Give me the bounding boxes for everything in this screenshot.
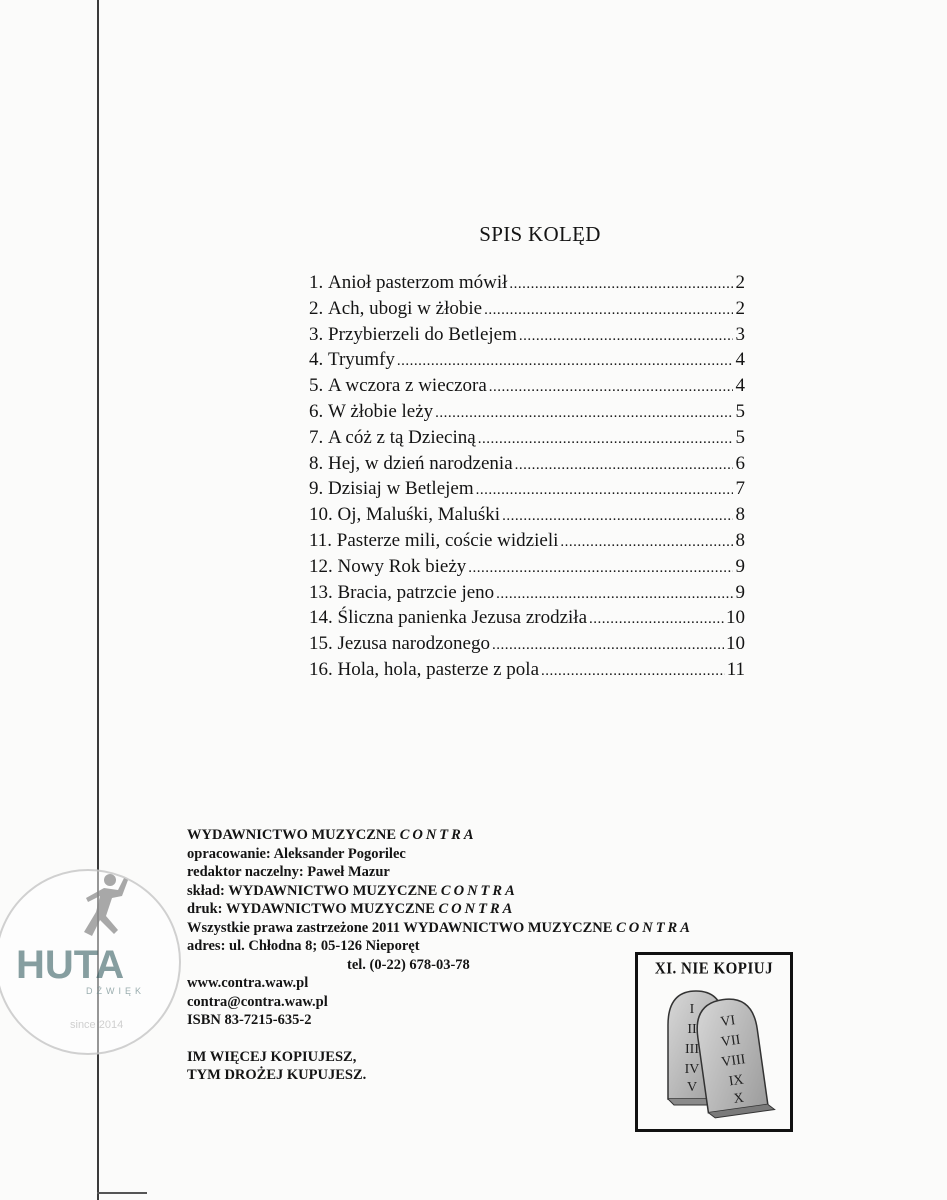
toc-entry-number: 8. [309, 452, 328, 474]
slogan-line-2: TYM DROŻEJ KUPUJESZ. [187, 1067, 367, 1083]
toc-entry-title: A wczora z wieczora [328, 375, 487, 397]
toc-entry-page: 2 [735, 272, 745, 293]
toc-entry-number: 10. [309, 504, 338, 526]
toc-entry [309, 476, 745, 502]
toc-entry-title: W żłobie leży [328, 400, 434, 422]
toc-entry-page: 11 [726, 658, 745, 680]
toc-entry [309, 451, 745, 477]
toc-entry [309, 373, 745, 399]
toc-entry [309, 399, 745, 425]
toc-entry-title: A cóż z tą Dzieciną [328, 426, 476, 448]
toc-entry-number: 16. [309, 658, 338, 680]
toc-entry [309, 657, 745, 683]
toc-entry [309, 554, 745, 580]
toc-entry-number: 2. [309, 297, 328, 319]
toc-entry-number: 4. [309, 349, 328, 371]
toc-entry-title: Przybierzeli do Betlejem [328, 323, 517, 345]
toc-entry [309, 296, 745, 322]
toc-entry-number: 1. [309, 272, 328, 293]
toc-leader-dots [478, 425, 733, 453]
toc-entry-page: 10 [726, 633, 745, 655]
address-line: adres: ul. Chłodna 8; 05-126 Nieporęt [187, 938, 420, 954]
toc-entry-title: Ach, ubogi w żłobie [328, 297, 483, 319]
toc-leader-dots [492, 631, 724, 659]
publisher-line [187, 826, 807, 845]
toc-leader-dots [509, 270, 733, 298]
roman-numeral: IV [684, 1062, 700, 1077]
no-copy-stamp [635, 952, 793, 1132]
toc-entry-page: 8 [735, 529, 745, 551]
publisher-name: WYDAWNICTWO MUZYCZNE [187, 827, 397, 843]
toc-entry-title: Anioł pasterzom mówił [328, 272, 508, 293]
toc-leader-dots [435, 399, 733, 427]
toc-leader-dots [519, 322, 733, 350]
toc-entry [309, 347, 745, 373]
commandment-tablets-icon [652, 985, 780, 1125]
stamp-label: XI. NIE KOPIUJ [654, 959, 774, 979]
toc-entry-page: 3 [735, 323, 745, 345]
toc-entry-title: Hola, hola, pasterze z pola [337, 658, 540, 680]
toc-entry-page: 4 [735, 349, 745, 371]
toc-entry [309, 528, 745, 554]
toc-entry [309, 580, 745, 606]
toc-entry-title: Śliczna panienka Jezusa zrodziła [337, 607, 588, 629]
toc-leader-dots [489, 373, 733, 401]
toc-leader-dots [515, 451, 733, 479]
toc-entry-number: 7. [309, 426, 328, 448]
toc-leader-dots [496, 580, 733, 608]
toc-entry-number: 12. [309, 555, 338, 577]
toc-entry-number: 3. [309, 323, 328, 345]
toc-entry-page: 5 [735, 426, 745, 448]
toc-entry-page: 10 [726, 607, 745, 629]
toc-entry-number: 13. [309, 581, 338, 603]
rights-text: Wszystkie prawa zastrzeżone 2011 WYDAWNICTWO MUZYCZNE [187, 919, 613, 936]
toc-entry-page: 6 [735, 452, 745, 474]
toc-entry-title: Pasterze mili, coście widzieli [336, 529, 559, 551]
toc-leader-dots [589, 605, 724, 633]
toc-entry-title: Hej, w dzień narodzenia [328, 452, 513, 474]
typesetting-line [187, 882, 807, 901]
toc-entry-title: Tryumfy [328, 349, 395, 371]
brand-name: CONTRA [616, 919, 693, 936]
slogan-line-1: IM WIĘCEJ KOPIUJESZ, [187, 1048, 357, 1065]
roman-numeral: III [685, 1042, 699, 1057]
roman-numeral: I [689, 1002, 695, 1017]
toc-entry-title: Dzisiaj w Betlejem [328, 478, 474, 500]
isbn-line: ISBN 83-7215-635-2 [187, 1012, 312, 1028]
roman-numeral: V [686, 1080, 698, 1095]
email-link: contra@contra.waw.pl [187, 993, 328, 1010]
toc-entry-number: 5. [309, 375, 328, 397]
watermark-since: since 2014 [70, 1019, 124, 1031]
arrangement-line: opracowanie: Aleksander Pogorilec [187, 845, 406, 862]
toc-entry-title: Bracia, patrzcie jeno [337, 581, 495, 603]
toc-entry-number: 9. [309, 478, 328, 500]
toc-entry-number: 11. [309, 529, 337, 551]
brand-name: CONTRA [399, 827, 477, 843]
huta-watermark-logo [0, 850, 200, 1070]
roman-numeral: VI [719, 1013, 737, 1031]
toc-list [309, 270, 745, 683]
typesetting-text: skład: WYDAWNICTWO MUZYCZNE [187, 882, 438, 899]
toc-leader-dots [397, 347, 733, 375]
toc-entry-page: 9 [735, 581, 745, 603]
toc-entry-title: Oj, Maluśki, Maluśki [337, 504, 501, 526]
toc-entry [309, 322, 745, 348]
watermark-tagline: DŹWIĘK [86, 986, 145, 996]
toc-entry-page: 9 [735, 555, 745, 577]
roman-numeral: VII [720, 1032, 742, 1051]
toc-entry-number: 6. [309, 400, 328, 422]
toc-leader-dots [476, 476, 733, 504]
toc-entry [309, 425, 745, 451]
toc-entry-title: Nowy Rok bieży [337, 555, 467, 577]
toc-leader-dots [468, 554, 733, 582]
toc-leader-dots [541, 657, 725, 685]
editor-line: redaktor naczelny: Paweł Mazur [187, 864, 390, 880]
toc-entry-page: 7 [735, 478, 745, 500]
print-line [187, 900, 807, 919]
toc-entry [309, 605, 745, 631]
toc-entry [309, 502, 745, 528]
toc-entry [309, 631, 745, 657]
rights-line [187, 919, 807, 938]
roman-numeral: IX [727, 1072, 745, 1090]
toc-leader-dots [560, 528, 733, 556]
website-link: www.contra.waw.pl [187, 975, 309, 991]
toc-entry-page: 5 [735, 400, 745, 422]
roman-numeral: X [732, 1090, 745, 1108]
toc-entry-number: 14. [309, 607, 338, 629]
print-text: druk: WYDAWNICTWO MUZYCZNE [187, 901, 435, 917]
toc-entry [309, 270, 745, 296]
toc-entry-page: 8 [735, 504, 745, 526]
toc-title: SPIS KOLĘD [479, 222, 601, 246]
toc-entry-page: 4 [735, 375, 745, 397]
page-corner-mark [97, 1192, 147, 1194]
toc-entry-number: 15. [309, 633, 338, 655]
brand-name: CONTRA [438, 901, 516, 917]
phone-line: tel. (0-22) 678-03-78 [347, 956, 470, 973]
roman-numeral: II [687, 1022, 697, 1037]
toc-leader-dots [502, 502, 733, 530]
toc-entry-page: 2 [735, 297, 745, 319]
brand-name: CONTRA [440, 882, 518, 899]
toc-entry-title: Jezusa narodzonego [337, 633, 490, 655]
toc-leader-dots [484, 296, 733, 324]
roman-numeral: VIII [720, 1052, 747, 1071]
watermark-logo-text: HUTA [16, 943, 125, 987]
